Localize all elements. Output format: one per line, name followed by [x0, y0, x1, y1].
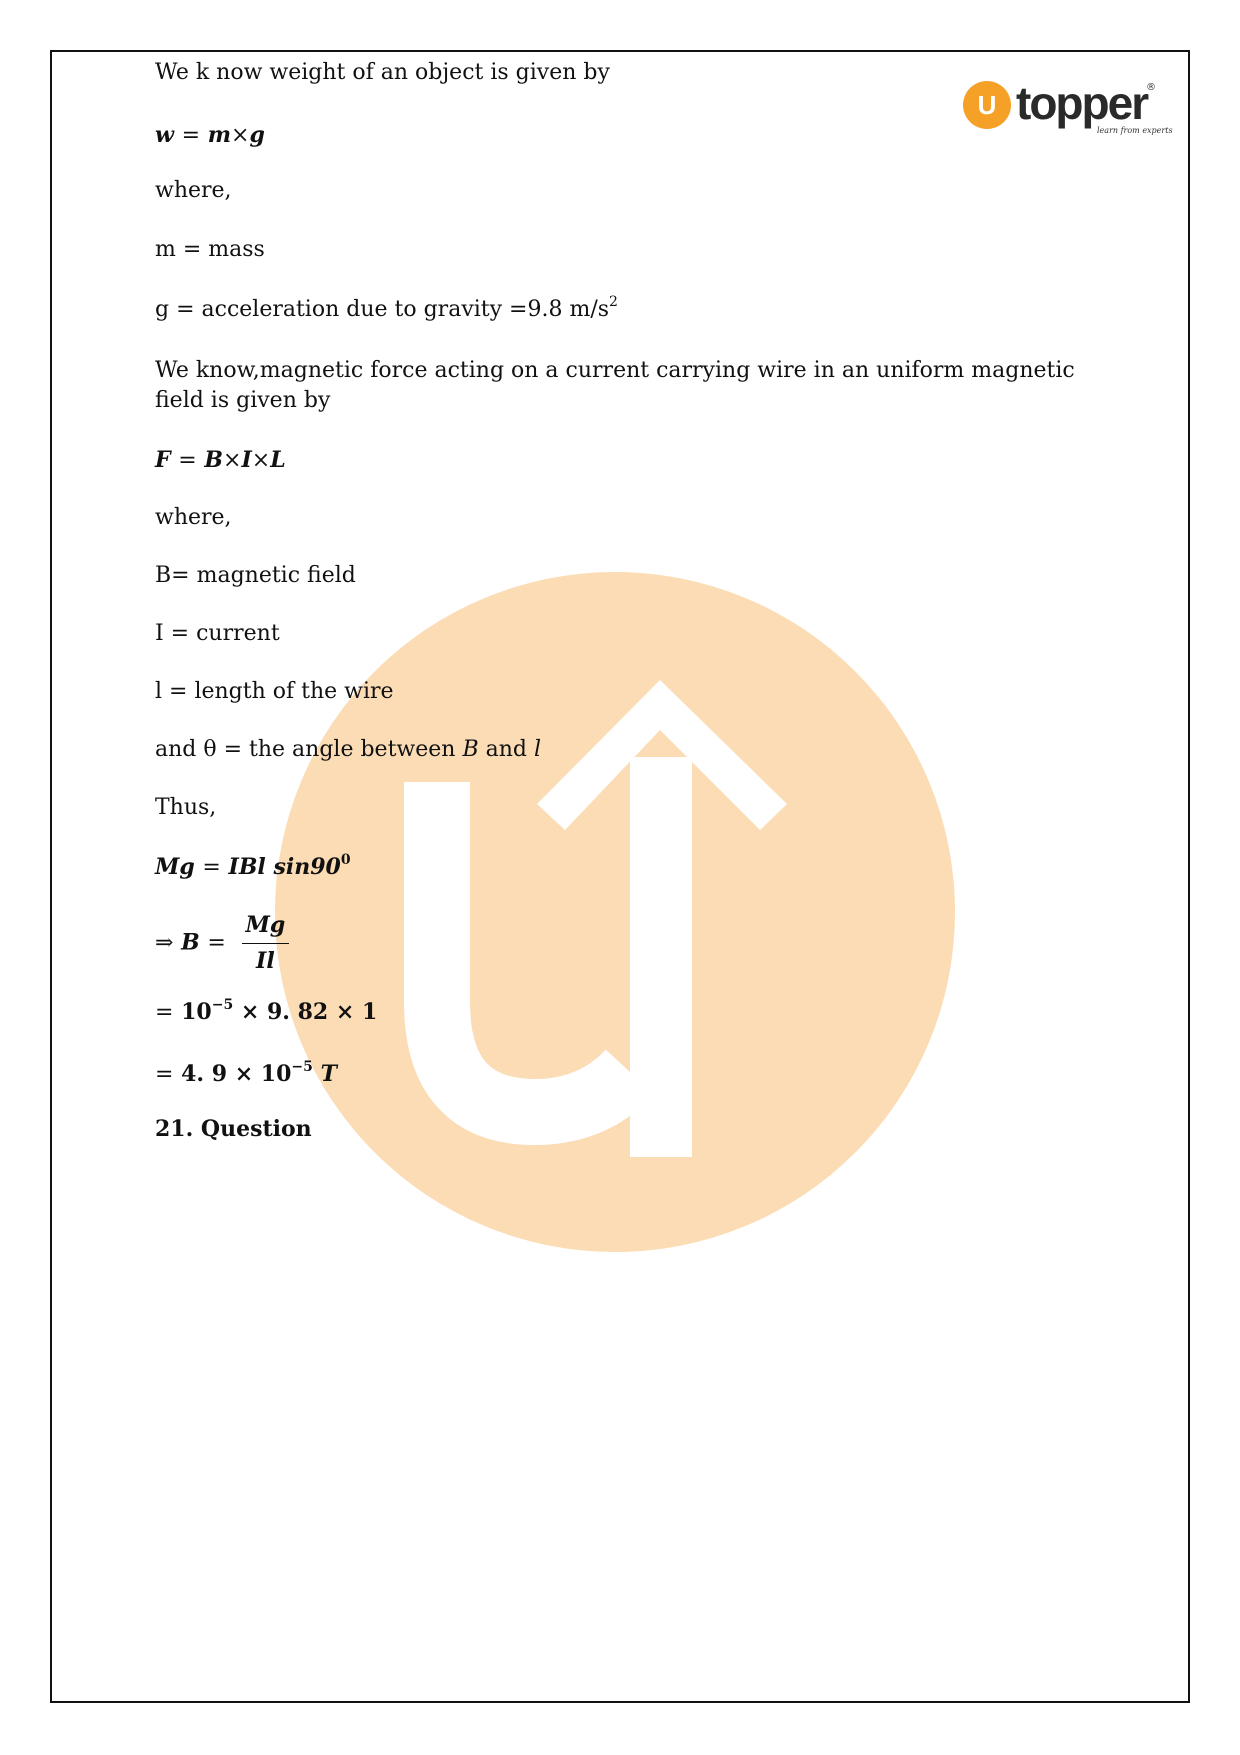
- eq-weight-op: =: [181, 123, 201, 148]
- eq-force-times-2: ×: [251, 448, 271, 473]
- logo-badge-glyph: U: [977, 90, 997, 120]
- watermark-logo: [275, 572, 955, 1252]
- equation-weight: [155, 120, 265, 152]
- equation-1: [155, 852, 351, 884]
- topper-logo: [962, 77, 1173, 142]
- eq-weight-g: g: [249, 122, 265, 148]
- def-angle: [155, 735, 541, 766]
- eq-force-times-1: ×: [223, 448, 242, 473]
- eq2-arrow: ⇒: [155, 930, 174, 956]
- eq4-coef: 4. 9 × 10: [181, 1061, 292, 1087]
- eq2-op: =: [207, 930, 226, 956]
- eq2-numerator: Mg: [242, 910, 290, 944]
- logo-tagline: learn from experts: [1097, 126, 1173, 135]
- logo-badge-icon: [962, 80, 1012, 130]
- thus-label: Thus,: [155, 795, 217, 820]
- eq-weight-m: m: [207, 122, 232, 148]
- def-angle-text: and θ = the angle between: [155, 737, 463, 762]
- eq-force-i: I: [241, 447, 252, 473]
- def-gravity-text: g = acceleration due to gravity =9.8 m/s: [155, 297, 610, 322]
- def-magnetic-field: B= magnetic field: [155, 563, 356, 588]
- eq-weight-times: ×: [231, 123, 250, 148]
- def-mass: m = mass: [155, 237, 265, 262]
- eq1-exp: 0: [340, 852, 351, 868]
- def-gravity: [155, 295, 618, 326]
- def-angle-B: B: [462, 737, 479, 762]
- eq1-rhs: IBl: [228, 854, 266, 880]
- where-label-2: where,: [155, 505, 232, 530]
- def-gravity-exp: 2: [609, 294, 618, 310]
- eq2-fraction: [242, 910, 290, 977]
- where-label-1: where,: [155, 178, 232, 203]
- eq3-op: =: [155, 1000, 174, 1025]
- eq1-op: =: [202, 855, 221, 880]
- eq4-exp: −5: [291, 1059, 313, 1075]
- logo-wordmark: topper: [1016, 77, 1148, 129]
- eq2-lhs: B: [181, 929, 200, 956]
- eq1-func: sin90: [273, 854, 341, 880]
- eq4-op: =: [155, 1062, 174, 1087]
- def-length: l = length of the wire: [155, 679, 394, 704]
- eq3-base: 10: [181, 999, 212, 1025]
- intro-text: We k now weight of an object is given by: [155, 60, 610, 85]
- eq3-exp: −5: [211, 997, 234, 1013]
- force-paragraph: We know,magnetic force acting on a current carrying wire in an uniform magnetic field is given by: [155, 358, 1075, 413]
- equation-2: [155, 910, 289, 977]
- eq-force-lhs: F: [155, 447, 171, 473]
- equation-force: [155, 445, 286, 477]
- eq3-rest: × 9. 82 × 1: [240, 999, 378, 1025]
- def-angle-and: and: [478, 737, 534, 762]
- question-heading: 21. Question: [155, 1116, 312, 1142]
- equation-3: [155, 997, 377, 1029]
- eq4-unit: T: [320, 1061, 337, 1087]
- def-angle-l: l: [533, 737, 542, 762]
- eq-force-l: L: [270, 447, 286, 473]
- eq-weight-lhs: w: [155, 122, 174, 148]
- eq2-denominator: Il: [256, 947, 275, 974]
- def-current: I = current: [155, 621, 280, 646]
- eq1-lhs: Mg: [155, 854, 195, 880]
- eq-force-op: =: [178, 448, 197, 473]
- eq-force-b: B: [204, 447, 224, 473]
- equation-4: [155, 1059, 337, 1091]
- logo-registered-mark: ®: [1146, 82, 1156, 93]
